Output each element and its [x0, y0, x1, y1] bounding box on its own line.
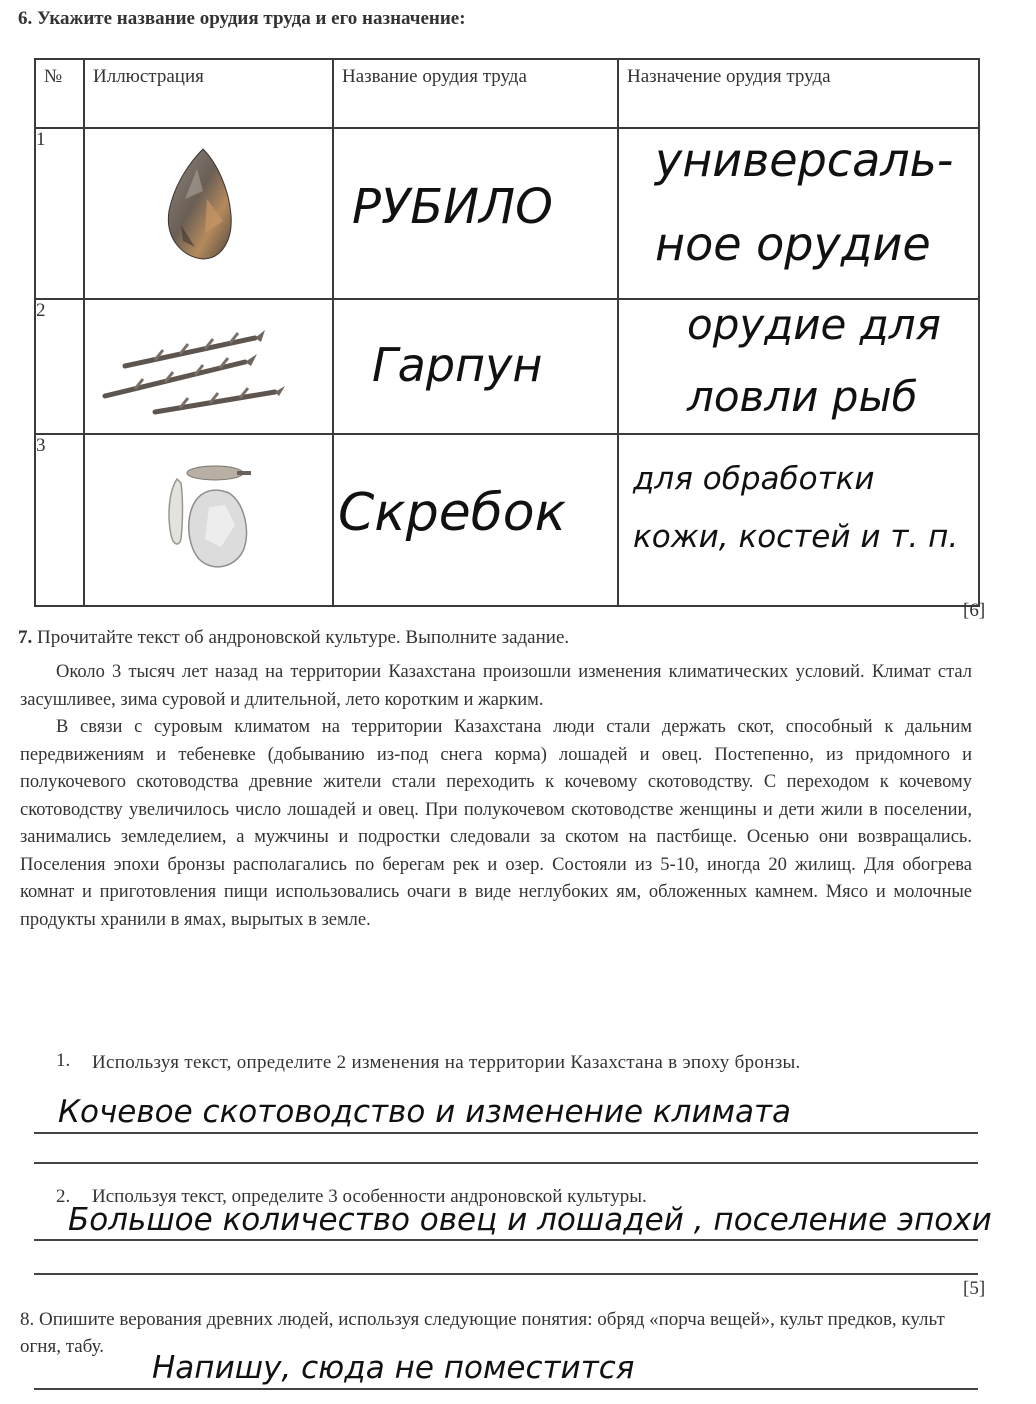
answer-3: Напишу, сюда не поместится — [152, 1350, 635, 1386]
header-illustration: Иллюстрация — [84, 59, 333, 128]
task-1-text: Используя текст, определите 2 изменения на территории Казахстана в эпоху бронзы. — [92, 1052, 801, 1073]
header-number: № — [35, 59, 84, 128]
illustration-cell — [84, 299, 333, 434]
scraper-image — [85, 435, 332, 603]
tool-name: Гарпун — [372, 338, 543, 392]
harpoon-image — [85, 300, 332, 432]
table-header-row — [35, 59, 979, 128]
tool-purpose-line2: ное орудие — [655, 217, 931, 271]
illustration-cell — [84, 128, 333, 299]
tool-purpose-line1: для обработки — [633, 461, 875, 497]
tool-name-cell — [333, 434, 618, 606]
text-paragraph-1: Около 3 тысяч лет назад на территории Казахстана произошли изменения климатических условий. Климат стал засушливее, зима суровой и длительной, лето коротким и жарким. — [20, 662, 972, 710]
tool-purpose-cell — [618, 299, 979, 434]
row-number: 1 — [35, 128, 84, 299]
tool-name: Скребок — [338, 483, 567, 543]
row-number: 3 — [35, 434, 84, 606]
tool-purpose-cell — [618, 128, 979, 299]
answer-1: Кочевое скотоводство и изменение климата — [58, 1094, 792, 1130]
question-7-title — [18, 627, 569, 649]
andronovo-text — [20, 659, 972, 934]
question-8-text: 8. Опишите верования древних людей, используя следующие понятия: обряд «порча вещей», культ предков, культ огня, табу. — [20, 1309, 945, 1357]
question-7-text: Прочитайте текст об андроновской культуре. Выполните задание. — [37, 627, 570, 648]
answer-line — [34, 1388, 978, 1390]
text-paragraph-2: В связи с суровым климатом на территории Казахстана люди стали держать скот, способный к дальним передвижениям и тебеневке (добыванию из-под снега корма) лошадей и овец. Постепенно, из придомного и полукочевого скотоводства древние жители стали переходить к кочевому скотоводству. С переходом к кочевому скотоводству увеличилось число лошадей и овец. При полукочевом скотоводстве женщины и дети жили в поселении, занимались земледелием, а мужчины и подростки следовали за скотом на пастбище. Осенью они возвращались. Поселения эпохи бронзы располагались по берегам рек и озер. Состояли из 5-10, иногда 20 жилищ. Для обогрева комнат и приготовления пищи использовались очаги в виде неглубоких ям, обложенных камнем. Мясо и молочные продукты хранили в ямах, вырытых в земле. — [20, 717, 972, 930]
row-number: 2 — [35, 299, 84, 434]
answer-line — [34, 1162, 978, 1164]
question-7-number: 7. — [18, 627, 33, 648]
tool-purpose-cell — [618, 434, 979, 606]
tool-purpose-line2: ловли рыб — [687, 372, 918, 421]
header-tool-name: Название орудия труда — [333, 59, 618, 128]
task-2-number: 2. — [56, 1186, 71, 1207]
question-6-score: [6] — [963, 600, 986, 621]
table-row — [35, 434, 979, 606]
tool-name-cell — [333, 299, 618, 434]
question-7-score: [5] — [963, 1278, 986, 1299]
illustration-cell — [84, 434, 333, 606]
task-2-text: Используя текст, определите 3 особенности андроновской культуры. — [92, 1186, 647, 1207]
answer-line — [34, 1273, 978, 1275]
header-tool-purpose: Назначение орудия труда — [618, 59, 979, 128]
answer-line — [34, 1239, 978, 1241]
answer-2: Большое количество овец и лошадей , поселение эпохи — [68, 1202, 992, 1238]
tool-purpose-line1: орудие для — [687, 300, 941, 349]
task-1-number: 1. — [56, 1050, 71, 1071]
tool-name: РУБИЛО — [352, 179, 553, 235]
tool-purpose-line2: кожи, костей и т. п. — [633, 519, 959, 555]
tool-purpose-line1: универсаль- — [655, 133, 954, 187]
hand-axe-image — [85, 129, 332, 297]
table-row — [35, 128, 979, 299]
question-6-title: 6. Укажите название орудия труда и его назначение: — [18, 8, 466, 29]
answer-line — [34, 1132, 978, 1134]
table-row — [35, 299, 979, 434]
tool-name-cell — [333, 128, 618, 299]
tools-table — [34, 58, 980, 607]
